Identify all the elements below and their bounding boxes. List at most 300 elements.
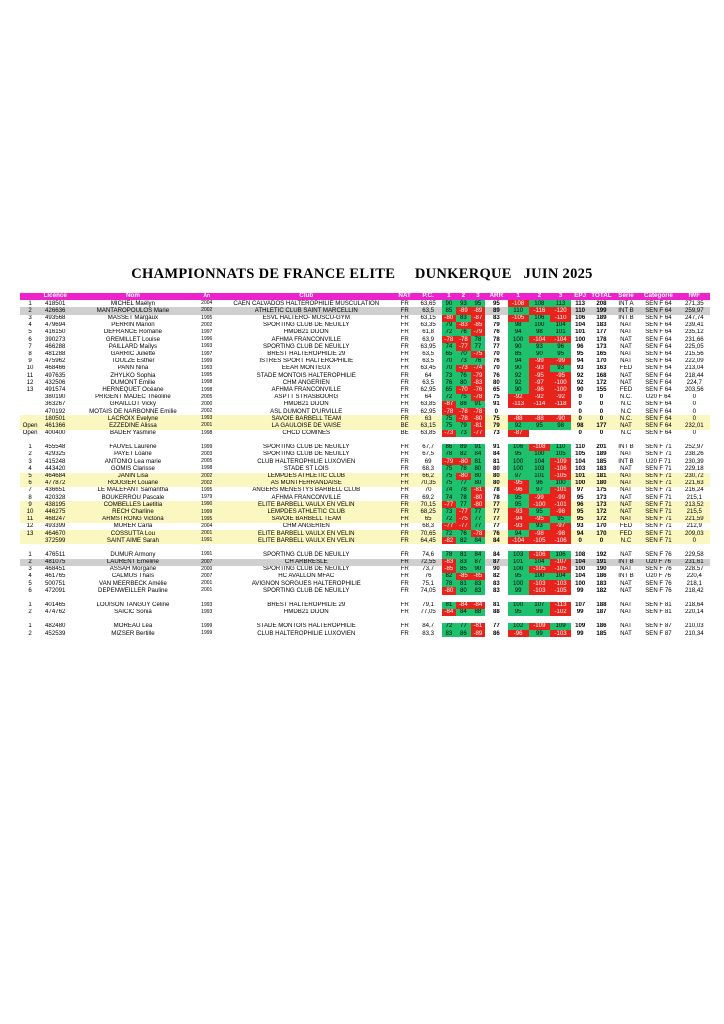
- cleanjerk-attempt-cell: -104: [550, 336, 571, 343]
- bodyweight-cell: 68,3: [422, 522, 435, 530]
- snatch-attempt-cell: -80: [442, 315, 457, 322]
- table-row: [20, 458, 710, 465]
- nat-cell: FR: [400, 465, 409, 472]
- nat-cell: BE: [395, 422, 415, 429]
- results-body: [20, 300, 710, 637]
- snatch-attempt-cell: -85: [471, 322, 486, 329]
- serie-cell: INT B: [618, 458, 634, 465]
- total-cell: 173: [589, 501, 614, 508]
- snatch-best-cell: 78: [492, 336, 500, 343]
- nat-cell: FR: [400, 608, 409, 616]
- club-cell: EEAR MONTEUX: [281, 364, 331, 372]
- licence-cell: 464670: [40, 530, 70, 537]
- licence-cell: 363267: [45, 400, 66, 408]
- header-cell: An: [196, 293, 218, 300]
- year-cell: 2004: [201, 522, 213, 529]
- snatch-attempt-cell: -77: [456, 508, 471, 515]
- cleanjerk-attempt-cell: 95: [508, 501, 529, 508]
- category-cell: SEN F 71: [638, 508, 678, 515]
- name-cell: DEFRANCE Romane: [103, 328, 163, 336]
- snatch-attempt-cell: 78: [442, 451, 457, 458]
- serie-cell: NAT: [620, 465, 632, 472]
- snatch-attempt-cell: 93: [456, 300, 471, 307]
- cleanjerk-attempt-cell: -105: [550, 473, 571, 480]
- category-cell: SEN F 71: [638, 473, 678, 480]
- cleanjerk-best-cell: 110: [571, 307, 589, 314]
- serie-cell: INT B: [614, 559, 639, 566]
- total-cell: 170: [596, 522, 607, 530]
- snatch-attempt-cell: -77: [456, 343, 471, 350]
- licence-cell: 390273: [45, 336, 66, 343]
- club-cell: ELITE BARBELL VAULX EN VELIN: [218, 530, 395, 537]
- iwf-cell: 231,66: [684, 336, 704, 343]
- year-cell: 1993: [201, 601, 213, 608]
- nat-cell: FR: [400, 300, 409, 307]
- cleanjerk-attempt-cell: 100: [550, 480, 571, 487]
- page-title: CHAMPIONNATS DE FRANCE ELITE DUNKERQUE JUIN 2025: [131, 266, 593, 282]
- iwf-cell: 247,74: [684, 314, 704, 322]
- club-cell: HMDB21 DIJON: [283, 608, 329, 616]
- snatch-best-cell: 75: [485, 415, 507, 422]
- iwf-cell: 203,56: [684, 386, 704, 393]
- serie-cell: INT A: [618, 300, 634, 307]
- snatch-attempt-cell: -85: [442, 566, 457, 573]
- cleanjerk-attempt-cell: -99: [529, 494, 550, 501]
- year-cell: 2003: [201, 451, 213, 458]
- snatch-attempt-cell: -80: [471, 501, 486, 508]
- snatch-attempt-cell: 72: [442, 623, 457, 630]
- total-cell: 175: [596, 486, 607, 494]
- cleanjerk-attempt-cell: 98: [550, 422, 571, 429]
- total-cell: 185: [596, 458, 607, 465]
- total-cell: 187: [596, 608, 607, 616]
- snatch-attempt-cell: -84: [442, 609, 457, 616]
- snatch-attempt-cell: -81: [471, 422, 486, 429]
- bodyweight-cell: 63,5: [415, 307, 442, 314]
- snatch-best-cell: 76: [492, 328, 500, 336]
- year-cell: 2001: [196, 530, 218, 537]
- serie-cell: N.C: [620, 429, 632, 437]
- rank-cell: 2: [20, 307, 40, 314]
- snatch-attempt-cell: 91: [471, 401, 486, 408]
- cleanjerk-best-cell: 95: [571, 516, 589, 523]
- cleanjerk-attempt-cell: -105: [550, 566, 571, 573]
- total-cell: 182: [596, 587, 607, 594]
- cleanjerk-best-cell: 97: [576, 486, 584, 494]
- iwf-cell: 239,41: [684, 321, 704, 329]
- snatch-attempt-cell: 85: [456, 566, 471, 573]
- category-cell: SEN F 71: [638, 530, 678, 537]
- rank-cell: 11: [20, 516, 40, 523]
- bodyweight-cell: 64,45: [415, 537, 442, 544]
- category-cell: SEN F 64: [645, 429, 672, 437]
- serie-cell: N.C.: [614, 415, 639, 422]
- header-cell: 3: [471, 293, 486, 300]
- bodyweight-cell: 69: [424, 458, 432, 465]
- snatch-attempt-cell: -89: [456, 307, 471, 314]
- total-cell: 192: [596, 551, 607, 558]
- category-cell: SEN F 64: [645, 343, 672, 350]
- iwf-cell: 220,4: [686, 572, 702, 580]
- snatch-attempt-cell: 81: [471, 458, 486, 465]
- year-cell: 2000: [201, 400, 213, 407]
- cleanjerk-attempt-cell: -99: [529, 358, 550, 365]
- total-cell: 173: [596, 343, 607, 350]
- year-cell: 2001: [196, 422, 218, 429]
- cleanjerk-attempt-cell: -118: [550, 401, 571, 408]
- snatch-attempt-cell: -79: [471, 329, 486, 336]
- snatch-attempt-cell: -78: [456, 336, 471, 343]
- iwf-cell: 0: [692, 400, 696, 408]
- year-cell: 1991: [196, 537, 218, 544]
- snatch-best-cell: 87: [485, 559, 507, 566]
- cleanjerk-best-cell: 93: [576, 522, 584, 530]
- category-cell: SEN F 71: [645, 443, 672, 451]
- cleanjerk-attempt-cell: -90: [550, 415, 571, 422]
- cleanjerk-attempt-cell: 110: [550, 444, 571, 451]
- iwf-cell: 221,63: [679, 480, 710, 487]
- rank-cell: 3: [28, 314, 32, 322]
- table-row: [20, 358, 710, 365]
- snatch-attempt-cell: -80: [471, 494, 486, 501]
- cleanjerk-attempt-cell: 92: [508, 372, 529, 379]
- iwf-cell: 216,24: [684, 486, 704, 494]
- serie-cell: FED: [619, 386, 633, 393]
- cleanjerk-attempt-cell: -92: [508, 394, 529, 401]
- licence-cell: 455548: [45, 443, 66, 451]
- serie-cell: NAT: [614, 516, 639, 523]
- name-cell: CALMUS Thaïs: [111, 572, 155, 580]
- cleanjerk-attempt-cell: 108: [529, 300, 550, 307]
- club-cell: SPORTING CLUB DE NEUILLY: [263, 587, 350, 594]
- nat-cell: FR: [395, 473, 415, 480]
- total-cell: 0: [599, 408, 604, 415]
- year-cell: 1999: [201, 622, 213, 629]
- cleanjerk-attempt-cell: -95: [529, 516, 550, 523]
- cleanjerk-attempt-cell: 90: [508, 343, 529, 350]
- snatch-attempt-cell: 75: [442, 473, 457, 480]
- cleanjerk-attempt-cell: -105: [529, 566, 550, 573]
- total-cell: 186: [596, 622, 607, 630]
- nat-cell: FR: [395, 537, 415, 544]
- nat-cell: FR: [400, 328, 409, 336]
- table-row: [20, 444, 710, 451]
- nat-cell: FR: [395, 530, 415, 537]
- nat-cell: FR: [400, 630, 409, 637]
- table-row: [20, 573, 710, 580]
- licence-cell: 461366: [40, 422, 70, 429]
- snatch-attempt-cell: -70: [456, 386, 471, 393]
- cleanjerk-attempt-cell: 107: [529, 602, 550, 609]
- licence-cell: 180501: [40, 415, 70, 422]
- serie-cell: NAT: [614, 508, 639, 515]
- cleanjerk-attempt-cell: -113: [550, 602, 571, 609]
- year-cell: 1995: [196, 516, 218, 523]
- year-cell: 2001: [201, 587, 213, 594]
- cleanjerk-attempt-cell: 98: [529, 329, 550, 336]
- iwf-cell: 0: [679, 537, 710, 544]
- bodyweight-cell: 63,85: [420, 429, 436, 437]
- category-cell: SEN F 81: [645, 601, 672, 609]
- nat-cell: FR: [400, 494, 409, 501]
- table-row: [20, 379, 710, 386]
- category-cell: SEN F 87: [645, 622, 672, 630]
- cleanjerk-attempt-cell: -104: [529, 336, 550, 343]
- snatch-attempt-cell: -73: [456, 365, 471, 372]
- year-cell: 2005: [201, 393, 213, 400]
- snatch-best-cell: 76: [492, 357, 500, 365]
- club-cell: HMDB21 DIJON: [283, 400, 329, 408]
- year-cell: 1995: [201, 314, 213, 321]
- rank-cell: 12: [26, 522, 34, 530]
- cleanjerk-attempt-cell: -103: [550, 630, 571, 637]
- cleanjerk-attempt-cell: -94: [508, 516, 529, 523]
- nat-cell: FR: [400, 551, 409, 558]
- snatch-best-cell: 77: [492, 343, 500, 350]
- cleanjerk-attempt-cell: -104: [508, 537, 529, 544]
- cleanjerk-best-cell: 90: [576, 386, 584, 393]
- nat-cell: FR: [395, 508, 415, 515]
- iwf-cell: 0: [692, 393, 696, 401]
- cleanjerk-best-cell: 94: [571, 530, 589, 537]
- cleanjerk-attempt-cell: 106: [508, 444, 529, 451]
- cleanjerk-best-cell: 101: [575, 328, 586, 336]
- licence-cell: 446275: [40, 508, 70, 515]
- cleanjerk-attempt-cell: -95: [550, 372, 571, 379]
- iwf-cell: 218,42: [684, 587, 704, 594]
- rank-cell: 12: [26, 379, 34, 386]
- cleanjerk-best-cell: 104: [571, 559, 589, 566]
- snatch-attempt-cell: 81: [442, 602, 457, 609]
- snatch-attempt-cell: 70: [442, 358, 457, 365]
- group-separator: [20, 544, 710, 551]
- table-row: [20, 623, 710, 630]
- table-row: [20, 394, 710, 401]
- cleanjerk-best-cell: 103: [575, 465, 586, 472]
- snatch-attempt-cell: 82: [456, 451, 471, 458]
- nat-cell: FR: [400, 400, 409, 408]
- total-cell: 208: [596, 300, 607, 307]
- year-cell: 1997: [201, 329, 213, 336]
- snatch-attempt-cell: 84: [471, 451, 486, 458]
- name-cell: PRIGENT MADEC Théoline: [95, 393, 171, 401]
- category-cell: SEN F 64: [645, 328, 672, 336]
- name-cell: ZHYLKO Sophia: [110, 372, 156, 379]
- snatch-attempt-cell: 65: [442, 386, 457, 393]
- rank-cell: [20, 394, 40, 401]
- bodyweight-cell: 61,8: [422, 328, 435, 336]
- nat-cell: FR: [400, 343, 409, 350]
- rank-cell: 4: [28, 572, 32, 580]
- header-cell: Club: [218, 293, 395, 300]
- category-cell: SEN F 71: [645, 494, 672, 501]
- year-cell: 2002: [201, 321, 213, 328]
- category-cell: SEN F 64: [638, 307, 678, 314]
- rank-cell: Open: [20, 422, 40, 429]
- snatch-attempt-cell: -78: [471, 394, 486, 401]
- bodyweight-cell: 75,1: [422, 580, 435, 587]
- club-cell: STADE MONTOIS HALTEROPHILIE: [256, 622, 356, 630]
- licence-cell: 482480: [45, 622, 66, 630]
- nat-cell: FR: [395, 415, 415, 422]
- cleanjerk-attempt-cell: 94: [508, 329, 529, 336]
- bodyweight-cell: 63,5: [422, 379, 435, 386]
- nat-cell: FR: [400, 408, 409, 415]
- snatch-attempt-cell: -80: [471, 415, 486, 422]
- header-cell: P.C.: [415, 293, 442, 300]
- table-row: [20, 580, 710, 587]
- cleanjerk-attempt-cell: 93: [550, 365, 571, 372]
- snatch-attempt-cell: 78: [456, 465, 471, 472]
- nat-cell: FR: [395, 516, 415, 523]
- cleanjerk-attempt-cell: -93: [508, 508, 529, 515]
- serie-cell: NAT: [620, 379, 632, 386]
- bodyweight-cell: 64: [424, 393, 432, 401]
- snatch-best-cell: 73: [492, 429, 500, 437]
- year-cell: 2002: [196, 473, 218, 480]
- cleanjerk-best-cell: 100: [575, 565, 586, 573]
- table-row: [20, 465, 710, 472]
- cleanjerk-attempt-cell: 104: [529, 458, 550, 465]
- cleanjerk-attempt-cell: 103: [508, 551, 529, 558]
- year-cell: 2000: [201, 565, 213, 572]
- year-cell: 1995: [201, 486, 213, 493]
- snatch-best-cell: 91: [492, 443, 500, 451]
- club-cell: CAEN CALVADOS HALTEROPHILIE MUSCULATION: [233, 300, 380, 307]
- header-cell: 1: [442, 293, 457, 300]
- total-cell: 181: [589, 473, 614, 480]
- iwf-cell: 0: [692, 429, 696, 437]
- snatch-best-cell: 70: [492, 364, 500, 372]
- total-cell: 199: [589, 307, 614, 314]
- bodyweight-cell: 64: [424, 372, 432, 379]
- snatch-best-cell: 80: [492, 379, 500, 386]
- snatch-attempt-cell: -78: [456, 408, 471, 415]
- snatch-attempt-cell: -82: [442, 537, 457, 544]
- table-row: [20, 307, 710, 314]
- cleanjerk-attempt-cell: 95: [508, 494, 529, 501]
- snatch-best-cell: 78: [492, 494, 500, 501]
- table-row: [20, 487, 710, 494]
- header-cell: Catégorie: [638, 293, 678, 300]
- table-row: [20, 551, 710, 558]
- club-cell: SPORTING CLUB DE NEUILLY: [263, 450, 350, 458]
- table-row: [20, 329, 710, 336]
- bodyweight-cell: 63,35: [420, 321, 436, 329]
- group-separator: [20, 595, 710, 602]
- cleanjerk-best-cell: 99: [576, 587, 584, 594]
- serie-cell: INT B: [618, 572, 634, 580]
- licence-cell: 477872: [40, 480, 70, 487]
- bodyweight-cell: 63,65: [420, 300, 436, 307]
- serie-cell: INT B: [614, 307, 639, 314]
- year-cell: 1999: [196, 508, 218, 515]
- name-cell: PAYET Loane: [114, 450, 152, 458]
- snatch-attempt-cell: 75: [456, 394, 471, 401]
- cleanjerk-attempt-cell: -92: [529, 394, 550, 401]
- table-row: [20, 566, 710, 573]
- snatch-attempt-cell: -83: [471, 379, 486, 386]
- snatch-attempt-cell: 81: [456, 551, 471, 558]
- cleanjerk-best-cell: 95: [576, 350, 584, 358]
- snatch-attempt-cell: 70: [456, 351, 471, 358]
- cleanjerk-attempt-cell: 100: [529, 451, 550, 458]
- bodyweight-cell: 63,15: [415, 422, 442, 429]
- nat-cell: FR: [400, 587, 409, 594]
- cleanjerk-attempt-cell: -88: [508, 415, 529, 422]
- bodyweight-cell: 70,65: [415, 530, 442, 537]
- header-rank: [20, 293, 40, 300]
- snatch-attempt-cell: 86: [442, 444, 457, 451]
- category-cell: SEN F 71: [645, 522, 672, 530]
- snatch-best-cell: 91: [492, 400, 500, 408]
- header-cell: IWF: [679, 293, 710, 300]
- iwf-cell: 209,03: [679, 530, 710, 537]
- licence-cell: 438195: [40, 501, 70, 508]
- header-cell: TOTAL: [589, 293, 614, 300]
- cleanjerk-attempt-cell: [508, 408, 529, 415]
- snatch-attempt-cell: -73: [442, 430, 457, 437]
- category-cell: SEN F 71: [638, 501, 678, 508]
- cleanjerk-attempt-cell: -106: [529, 551, 550, 558]
- bodyweight-cell: 63,45: [420, 364, 436, 372]
- snatch-attempt-cell: 81: [456, 580, 471, 587]
- serie-cell: FED: [619, 522, 633, 530]
- cleanjerk-attempt-cell: 98: [508, 322, 529, 329]
- snatch-attempt-cell: 70: [442, 365, 457, 372]
- snatch-attempt-cell: 78: [456, 487, 471, 494]
- rank-cell: 13: [20, 530, 40, 537]
- licence-cell: 466288: [45, 343, 66, 350]
- iwf-cell: 228,57: [684, 565, 704, 573]
- name-cell: LE MALEFANT Samantha: [97, 486, 169, 494]
- serie-cell: NAT: [620, 580, 632, 587]
- cleanjerk-attempt-cell: -98: [550, 530, 571, 537]
- club-cell: ELITE BARBELL VAULX EN VELIN: [218, 537, 395, 544]
- year-cell: 2001: [201, 580, 213, 587]
- separator-cell: [20, 616, 710, 623]
- club-cell: ANGERS MENESTYS BARBELL CLUB: [252, 486, 361, 494]
- cleanjerk-attempt-cell: [529, 408, 550, 415]
- rank-cell: 7: [28, 343, 32, 350]
- name-cell: MANTAROPOULOS Marie: [70, 307, 195, 314]
- header-cell: EPJ: [571, 293, 589, 300]
- licence-cell: 416150: [45, 328, 66, 336]
- snatch-attempt-cell: -85: [456, 573, 471, 580]
- bodyweight-cell: 63,95: [420, 343, 436, 350]
- snatch-attempt-cell: 87: [471, 559, 486, 566]
- table-row: [20, 494, 710, 501]
- cleanjerk-attempt-cell: 95: [550, 351, 571, 358]
- snatch-attempt-cell: 85: [442, 307, 457, 314]
- iwf-cell: 0: [679, 415, 710, 422]
- snatch-best-cell: 84: [492, 450, 500, 458]
- club-cell: STADE ST LOIS: [283, 465, 329, 472]
- name-cell: PAILLARD Maïlys: [108, 343, 158, 350]
- rank-cell: 2: [20, 559, 40, 566]
- total-cell: 173: [596, 494, 607, 501]
- snatch-attempt-cell: 75: [442, 422, 457, 429]
- serie-cell: NAT: [614, 422, 639, 429]
- snatch-attempt-cell: -77: [471, 430, 486, 437]
- snatch-attempt-cell: 78: [442, 580, 457, 587]
- licence-cell: 452539: [45, 630, 66, 637]
- name-cell: TOULZE Esther: [111, 357, 155, 365]
- club-cell: SAVOIE BARBELL TEAM: [218, 415, 395, 422]
- snatch-attempt-cell: 73: [442, 372, 457, 379]
- cleanjerk-best-cell: 108: [575, 551, 586, 558]
- total-cell: 0: [589, 537, 614, 544]
